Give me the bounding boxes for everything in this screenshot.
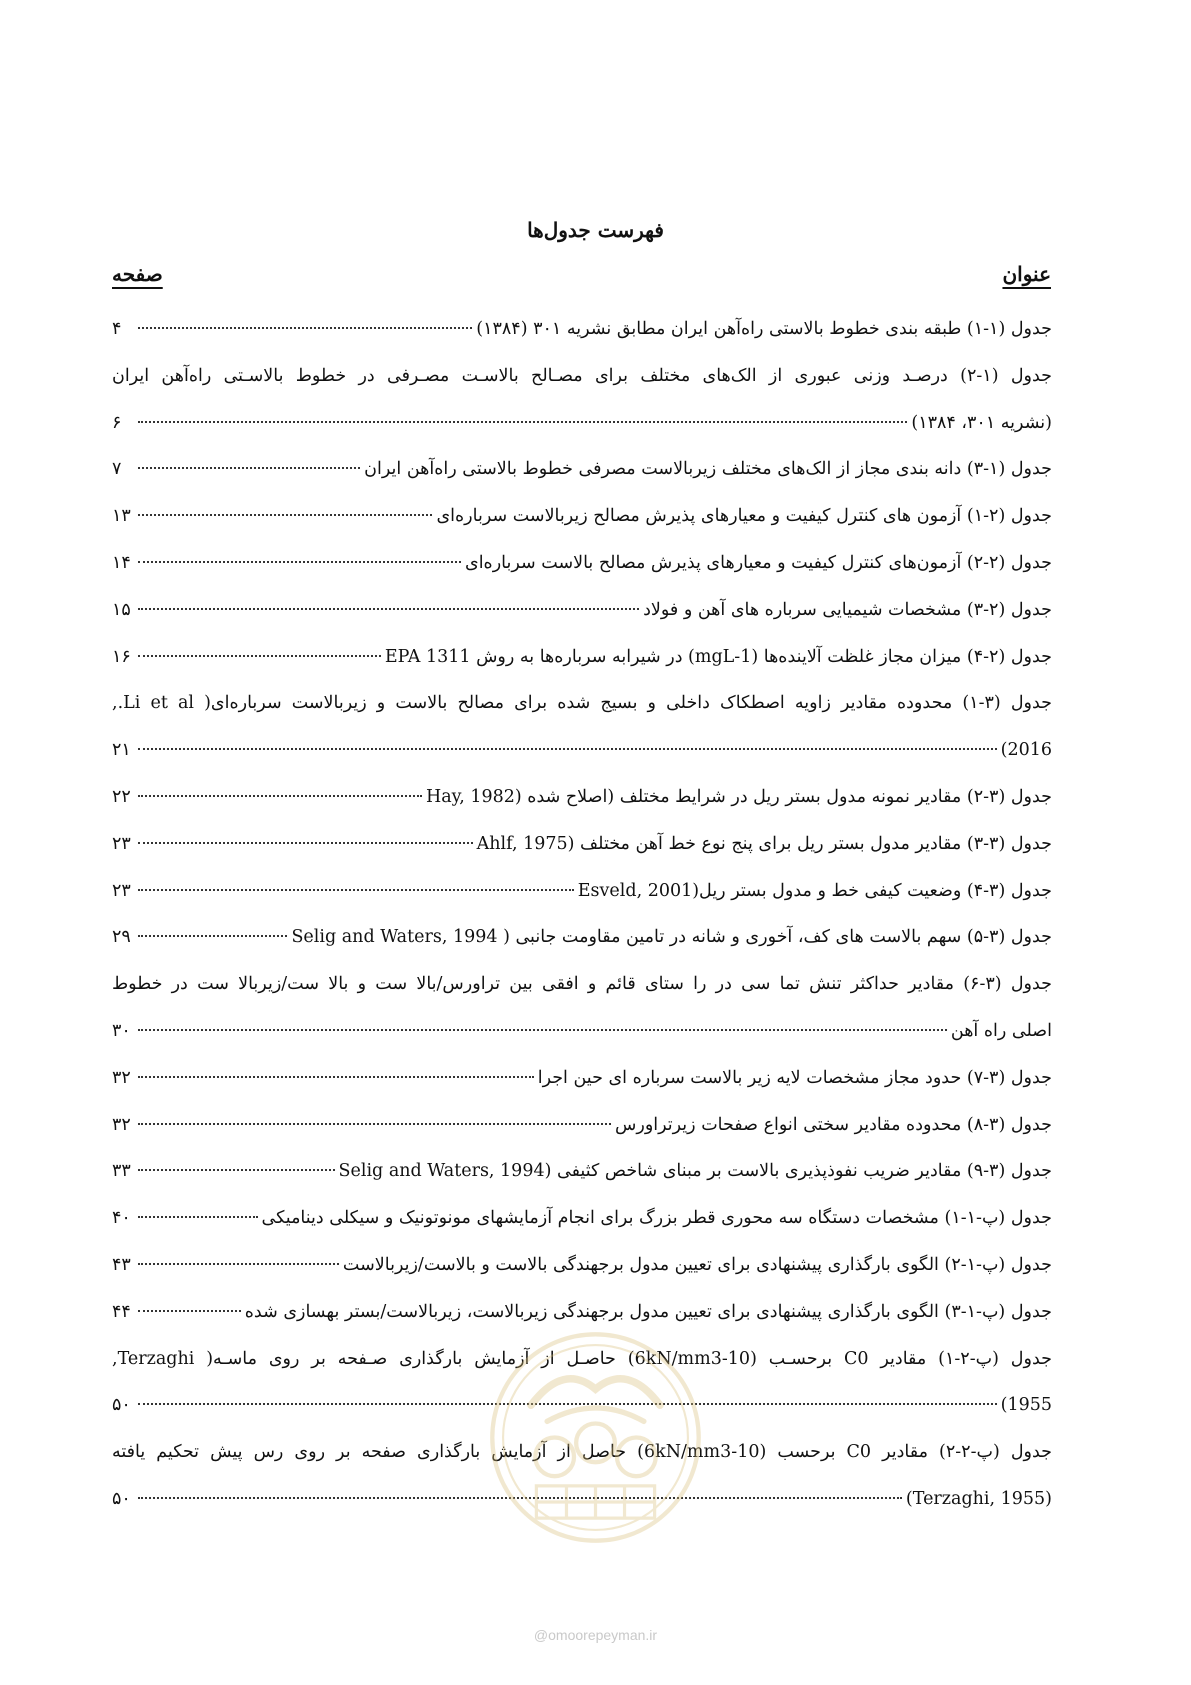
toc-entry[interactable] (112, 353, 1052, 447)
dot-leader (138, 889, 574, 891)
dot-leader (138, 327, 472, 329)
toc-entry-page: ۱۳ (112, 506, 131, 527)
toc-entry-title: جدول (۲-۴) میزان مجاز غلظت آلاینده‌ها (mgL-1) در شیرابه سرباره‌ها به روش EPA 1311 (384, 646, 1052, 667)
toc-entry[interactable] (112, 1289, 1052, 1336)
toc-entry-title: جدول (۱-۲) درصـد وزنی عبوری از الک‌های مختلف برای مصـالح بالاسـت مصـرفی در خطوط بالاسـتی راه‌آهن ایران (112, 365, 1052, 386)
toc-entry-page: ۴۰ (112, 1208, 131, 1229)
dot-leader (138, 935, 287, 937)
toc-entry-title: 1955) (1000, 1395, 1052, 1416)
toc-entry-page: ۱۶ (112, 646, 131, 667)
toc-entry-title: جدول (پ-۲-۲) مقادیر C0 برحسب (10-6kN/mm3) حاصل از آزمایش بارگذاری صفحه بر روی رس پیش تحکیم یافته (112, 1442, 1052, 1463)
toc-entry[interactable] (112, 634, 1052, 681)
dot-leader (138, 1263, 339, 1265)
dot-leader (138, 842, 473, 844)
dot-leader (138, 748, 997, 750)
dot-leader (138, 1310, 241, 1312)
toc-entry-page: ۲۳ (112, 833, 131, 854)
toc-entry-title: جدول (پ-۱-۲) الگوی بارگذاری پیشنهادی برای تعیین مدول برجهندگی بالاست و بالاست/زیربالاست (342, 1254, 1052, 1275)
toc-entry-page: ۳۲ (112, 1067, 131, 1088)
toc-entry[interactable] (112, 1195, 1052, 1242)
toc-entry[interactable] (112, 1055, 1052, 1102)
toc-entry-title: جدول (۳-۹) مقادیر ضریب نفوذپذیری بالاست بر مبنای شاخص کثیفی (Selig and Waters, 1994 (338, 1161, 1052, 1182)
toc-entry-page: ۵۰ (112, 1488, 131, 1509)
toc-entry-title: اصلی راه آهن (950, 1020, 1052, 1041)
toc-entry-title: جدول (۲-۳) مشخصات شیمیایی سرباره های آهن و فولاد (643, 599, 1052, 620)
toc-entry[interactable] (112, 961, 1052, 1055)
toc-entry-page: ۲۲ (112, 786, 131, 807)
toc-entry-title: جدول (۳-۷) حدود مجاز مشخصات لایه زیر بالاست سرباره ای حین اجرا (537, 1067, 1052, 1088)
toc-entry-page: ۴۳ (112, 1254, 131, 1275)
toc-entry[interactable] (112, 446, 1052, 493)
toc-entry-page: ۲۱ (112, 740, 131, 761)
toc-entry-page: ۳۳ (112, 1161, 131, 1182)
toc-entry-page: ۲۹ (112, 927, 131, 948)
toc-entry-page: ۵۰ (112, 1395, 131, 1416)
toc-entry[interactable] (112, 306, 1052, 353)
watermark-seal-icon (488, 1330, 703, 1545)
toc-entry-title: جدول (۳-۲) مقادیر نمونه مدول بستر ریل در شرایط مختلف (اصلاح شده (Hay, 1982 (425, 786, 1052, 807)
toc-entry-title: 2016) (1000, 740, 1052, 761)
toc-entry[interactable] (112, 1148, 1052, 1195)
toc-entry-page: ۳۲ (112, 1114, 131, 1135)
toc-entry[interactable] (112, 1102, 1052, 1149)
toc-entry-page: ۲۳ (112, 880, 131, 901)
dot-leader (138, 1169, 335, 1171)
dot-leader (138, 467, 360, 469)
dot-leader (138, 1216, 258, 1218)
toc-entry-page: ۷ (112, 459, 122, 480)
dot-leader (138, 1029, 947, 1031)
toc-entry-title: جدول (۱-۱) طبقه بندی خطوط بالاستی راه‌آهن ایران مطابق نشریه ۳۰۱ (۱۳۸۴) (476, 319, 1052, 339)
toc-entry-title: جدول (۳-۴) وضعیت کیفی خط و مدول بستر ریل(Esveld, 2001 (577, 880, 1052, 901)
toc-entry-page: ۴ (112, 319, 122, 339)
dot-leader (138, 514, 432, 516)
toc-entry-title: جدول (۳-۵) سهم بالاست های کف، آخوری و شانه در تامین مقاومت جانبی ( Selig and Waters, 1994 (291, 927, 1052, 948)
dot-leader (138, 655, 381, 657)
toc-entry-title: جدول (پ-۱-۱) مشخصات دستگاه سه محوری قطر بزرگ برای انجام آزمایشهای مونوتونیک و سیکلی دینامیکی (261, 1208, 1052, 1229)
toc-entry-title: جدول (پ-۲-۱) مقادیر C0 برحسـب (10-6kN/mm3) حاصـل از آزمایش بارگذاری صـفحه بر روی ماسـه( Terzaghi, (112, 1348, 1052, 1369)
toc-entry-title: جدول (۳-۶) مقادیر حداکثر تنش تما سی در را ستای قائم و افقی بین تراورس/بالا ست و بالا ست/زیربالا ست در خطوط (112, 974, 1052, 995)
toc-entry[interactable] (112, 493, 1052, 540)
toc-entry[interactable] (112, 868, 1052, 915)
toc-entry-title: جدول (۲-۲) آزمون‌های کنترل کیفیت و معیارهای پذیرش مصالح بالاست سرباره‌ای (465, 552, 1052, 573)
toc-entry-title: جدول (۳-۳) مقادیر مدول بستر ریل برای پنج نوع خط آهن مختلف (Ahlf, 1975 (476, 833, 1052, 854)
page-title: فهرست جدول‌ها (527, 218, 664, 242)
toc-entry-title: جدول (۳-۸) محدوده مقادیر سختی انواع صفحات زیرتراورس (615, 1114, 1052, 1135)
dot-leader (138, 561, 461, 563)
dot-leader (138, 608, 639, 610)
toc-entry-page: ۴۴ (112, 1301, 131, 1322)
toc-entry[interactable] (112, 540, 1052, 587)
dot-leader (138, 795, 422, 797)
toc-entry[interactable] (112, 774, 1052, 821)
toc-entry-title: جدول (۲-۱) آزمون های کنترل کیفیت و معیارهای پذیرش مصالح زیربالاست سرباره‌ای (436, 506, 1052, 527)
column-header-title: عنوان (1002, 262, 1051, 286)
toc-entry[interactable] (112, 680, 1052, 774)
toc-entry[interactable] (112, 587, 1052, 634)
toc-entry-title: جدول (پ-۱-۳) الگوی بارگذاری پیشنهادی برای تعیین مدول برجهندگی زیربالاست، زیربالاست/بستر بهسازی شده (244, 1301, 1052, 1322)
column-header-page: صفحه (112, 262, 163, 286)
toc-entry-page: ۶ (112, 412, 122, 433)
toc-entry-title: (نشریه ۳۰۱، ۱۳۸۴) (911, 412, 1052, 433)
toc-entry-title: جدول (۱-۳) دانه بندی مجاز از الک‌های مختلف زیربالاست مصرفی خطوط بالاستی راه‌آهن ایران (364, 459, 1052, 480)
toc-entry[interactable] (112, 821, 1052, 868)
dot-leader (138, 421, 907, 423)
dot-leader (138, 1076, 534, 1078)
toc-entry-title: (Terzaghi, 1955) (905, 1488, 1052, 1509)
toc-entry-page: ۳۰ (112, 1020, 131, 1041)
toc-entry[interactable] (112, 914, 1052, 961)
toc-entry[interactable] (112, 1242, 1052, 1289)
toc-entry-page: ۱۵ (112, 599, 131, 620)
footer-url: @omoorepeyman.ir (533, 1627, 658, 1643)
toc-entry-title: جدول (۳-۱) محدوده مقادیر زاویه اصطکاک داخلی و بسیج شده برای مصالح بالاست و زیربالاست سرباره‌ای( Li et al., (112, 693, 1052, 714)
dot-leader (138, 1123, 611, 1125)
toc-entry-page: ۱۴ (112, 552, 131, 573)
